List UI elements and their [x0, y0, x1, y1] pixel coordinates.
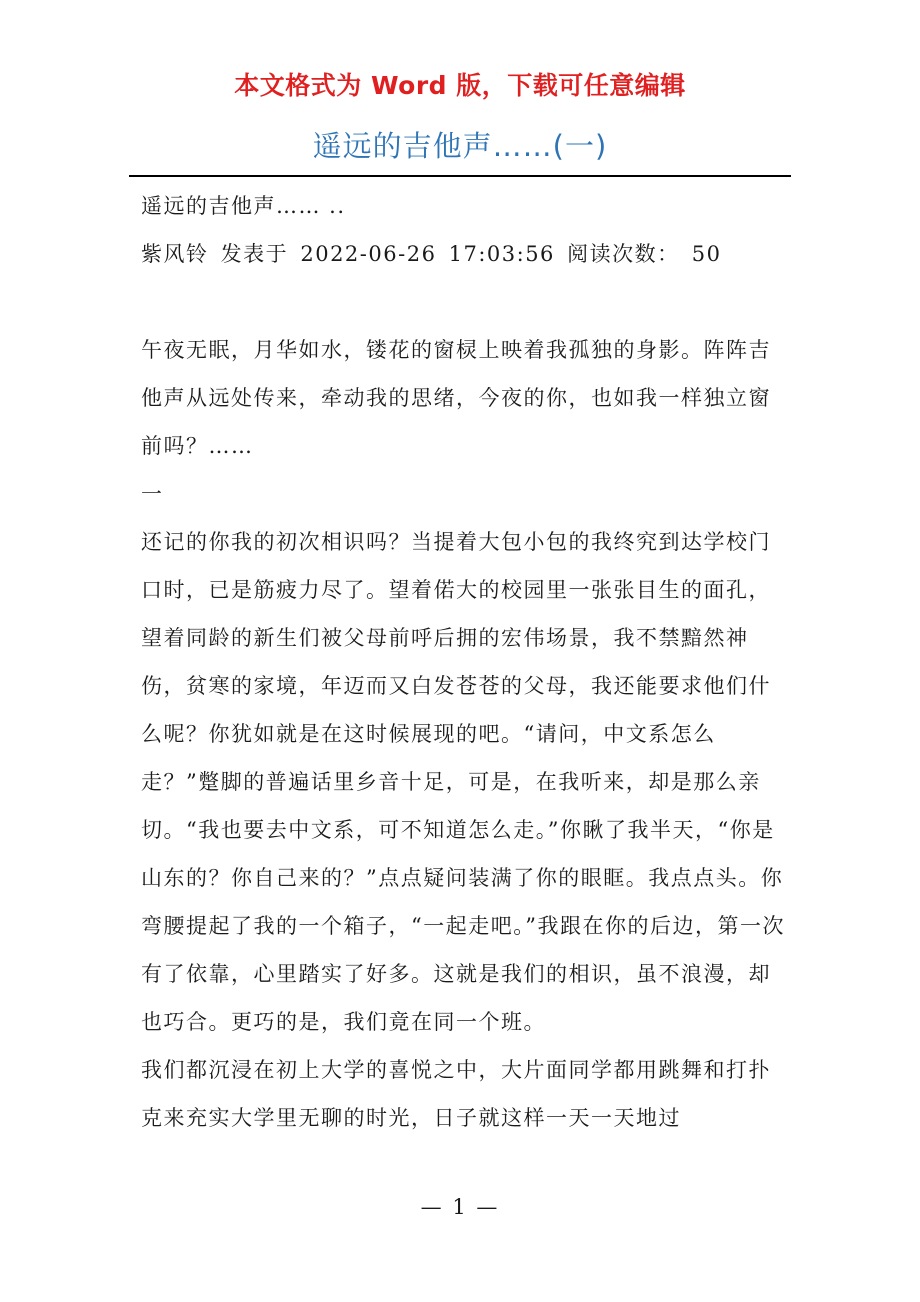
- paragraph-first-meeting: 还记的你我的初次相识吗？当提着大包小包的我终究到达学校门口时，已是筋疲力尽了。望着偌大的校园里一张张目生的面孔，望着同龄的新生们被父母前呼后拥的宏伟场景，我不禁黯然神伤，贫寒的家境，年迈而又白发苍苍的父母，我还能要求他们什么呢？你犹如就是在这时候展现的吧。“请问，中文系怎么走？”蹩脚的普遍话里乡音十足，可是，在我听来，却是那么亲切。“我也要去中文系，可不知道怎么走。”你瞅了我半天，“你是山东的？你自己来的？”点点疑问装满了你的眼眶。我点点头。你弯腰提起了我的一个箱子，“一起走吧。”我跟在你的后边，第一次有了依靠，心里踏实了好多。这就是我们的相识，虽不浪漫，却也巧合。更巧的是，我们竟在同一个班。: [141, 530, 785, 1034]
- article-subtitle: 遥远的吉他声…… ..: [141, 194, 346, 218]
- word-format-banner: 本文格式为 Word 版，下载可任意编辑: [234, 71, 686, 100]
- document-title: 遥远的吉他声……(一): [312, 129, 608, 163]
- title-underline-divider: [129, 175, 791, 177]
- page-number: — 1 —: [420, 1195, 500, 1219]
- article-meta-line: 紫风铃 发表于 2022-06-26 17:03:56 阅读次数： 50: [141, 242, 722, 266]
- paragraph-college-life: 我们都沉浸在初上大学的喜悦之中，大片面同学都用跳舞和打扑克来充实大学里无聊的时光，日子就这样一天一天地过: [141, 1058, 771, 1130]
- section-heading-one: 一: [141, 482, 164, 506]
- document-body: [141, 182, 791, 1142]
- blank-line: [141, 278, 791, 326]
- paragraph-intro: 午夜无眠，月华如水，镂花的窗棂上映着我孤独的身影。阵阵吉他声从远处传来，牵动我的思绪，今夜的你，也如我一样独立窗前吗？……: [141, 338, 771, 458]
